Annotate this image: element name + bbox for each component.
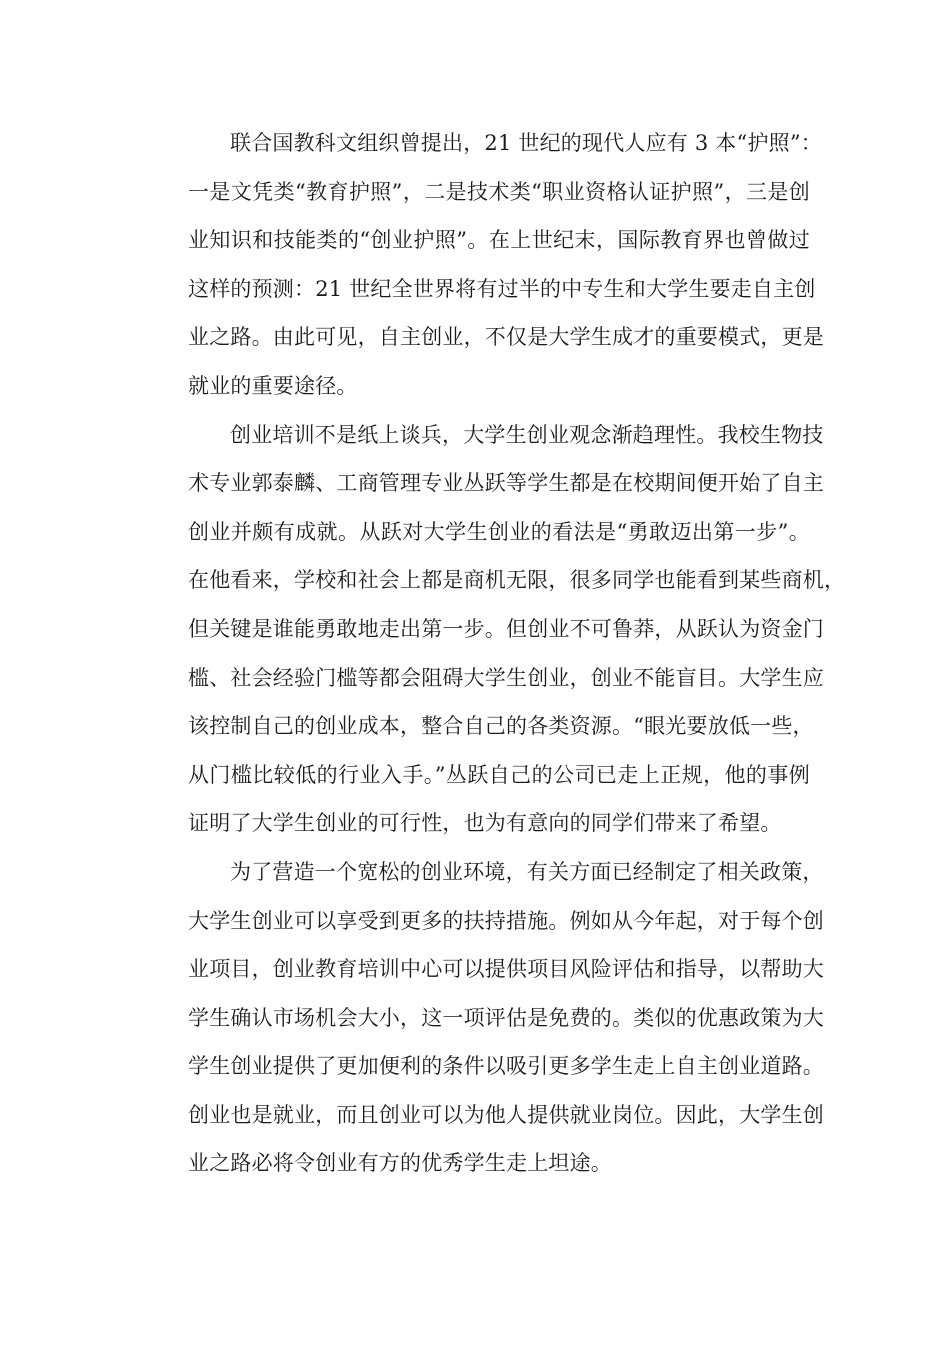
text-line: 但关键是谁能勇敢地走出第一步。但创业不可鲁莽，从跃认为资金门	[188, 616, 824, 641]
text-line: 创业也是就业，而且创业可以为他人提供就业岗位。因此，大学生创	[188, 1102, 824, 1127]
text-line: 一是文凭类“教育护照”，二是技术类“职业资格认证护照”，三是创	[188, 179, 810, 204]
text-line: 这样的预测：21 世纪全世界将有过半的中专生和大学生要走自主创	[188, 276, 816, 301]
text-line: 业知识和技能类的“创业护照”。在上世纪末，国际教育界也曾做过	[188, 228, 810, 253]
text-line: 业之路。由此可见，自主创业，不仅是大学生成才的重要模式，更是	[188, 325, 824, 350]
text-line: 为了营造一个宽松的创业环境，有关方面已经制定了相关政策，	[230, 859, 824, 884]
text-line: 学生确认市场机会大小，这一项评估是免费的。类似的优惠政策为大	[188, 1005, 824, 1030]
text-line: 业项目，创业教育培训中心可以提供项目风险评估和指导，以帮助大	[188, 957, 824, 982]
text-line: 槛、社会经验门槛等都会阻碍大学生创业，创业不能盲目。大学生应	[188, 665, 824, 690]
text-line: 从门槛比较低的行业入手。”丛跃自己的公司已走上正规，他的事例	[188, 762, 810, 787]
paragraph-3	[146, 848, 824, 1188]
document-body	[146, 119, 846, 1188]
text-line: 联合国教科文组织曾提出，21 世纪的现代人应有 3 本“护照”：	[230, 131, 822, 155]
text-line: 该控制自己的创业成本，整合自己的各类资源。“眼光要放低一些，	[188, 714, 814, 739]
text-line: 就业的重要途径。	[188, 373, 358, 398]
text-line: 创业培训不是纸上谈兵，大学生创业观念渐趋理性。我校生物技	[230, 422, 824, 447]
paragraph-1	[146, 119, 824, 411]
text-line: 在他看来，学校和社会上都是商机无限，很多同学也能看到某些商机，	[188, 568, 846, 593]
text-line: 创业并颇有成就。从跃对大学生创业的看法是“勇敢迈出第一步”。	[188, 519, 810, 544]
text-line: 证明了大学生创业的可行性，也为有意向的同学们带来了希望。	[188, 811, 782, 836]
text-line: 学生创业提供了更加便利的条件以吸引更多学生走上自主创业道路。	[188, 1054, 824, 1079]
text-line: 大学生创业可以享受到更多的扶持措施。例如从今年起，对于每个创	[188, 908, 824, 933]
text-line: 业之路必将令创业有方的优秀学生走上坦途。	[188, 1151, 612, 1176]
text-line: 术专业郭泰麟、工商管理专业丛跃等学生都是在校期间便开始了自主	[188, 471, 824, 496]
paragraph-2	[146, 411, 846, 848]
